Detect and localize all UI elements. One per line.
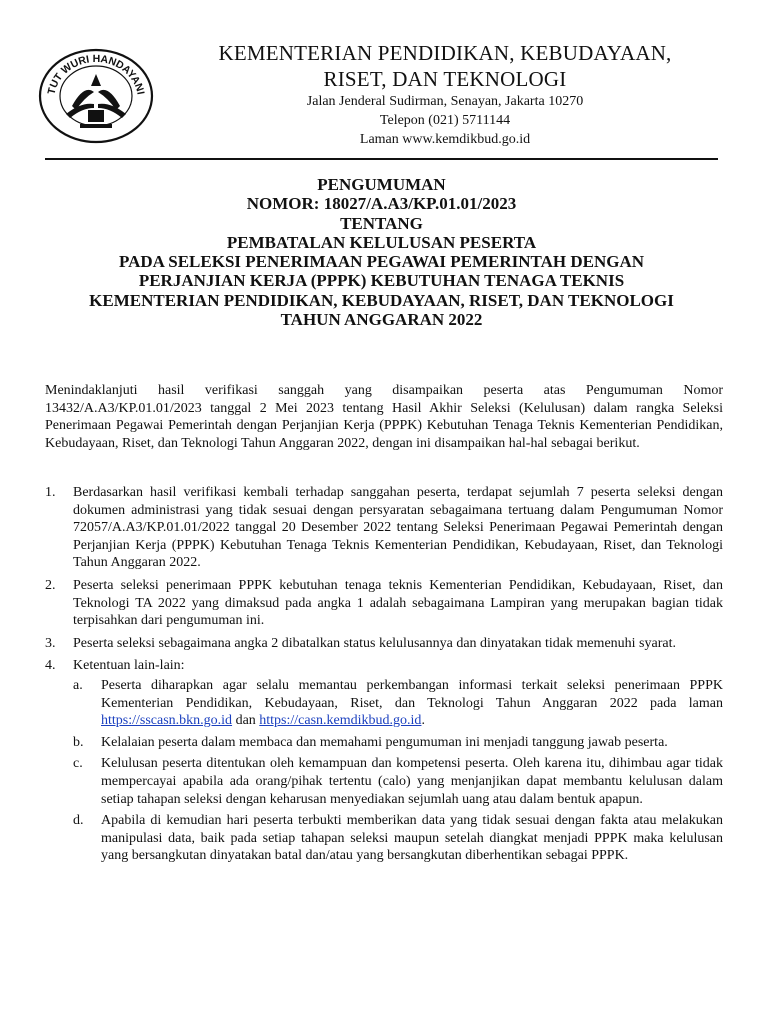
sub-item-letter: b. xyxy=(73,734,84,750)
title-number: NOMOR: 18027/A.A3/KP.01.01/2023 xyxy=(246,194,517,214)
sub-item xyxy=(73,734,723,752)
item-number: 4. xyxy=(45,658,56,674)
sub-item-letter: a. xyxy=(73,677,83,693)
sub-item-text: Peserta diharapkan agar selalu memantau perkembangan informasi terkait seleksi penerimaan PPPK Kementerian Pendidikan, Kebudayaan, Riset, dan Teknologi Tahun Anggaran 2022 pada laman xyxy=(101,677,723,711)
announcement-items xyxy=(45,484,723,870)
item-text: Berdasarkan hasil verifikasi kembali terhadap sanggahan peserta, terdapat sejumlah 7 peserta seleksi dengan dokumen administrasi yang tidak sesuai dengan persyaratan sebagaimana tertuang dalam Pengumuman Nomor 72057/A.A3/KP.01.01/2022 tanggal 20 Desember 2022 tentang Seleksi Penerimaan Pegawai Pemerintah dengan Perjanjian Kerja (PPPK) Kebutuhan Tenaga Teknis Kementerian Pendidikan, Kebudayaan, Riset, dan Teknologi Tahun Anggaran 2022. xyxy=(73,485,723,571)
address-line: Jalan Jenderal Sudirman, Senayan, Jakarta 10270 xyxy=(306,94,584,109)
casn-kemdikbud-link[interactable]: https://casn.kemdikbud.go.id xyxy=(259,713,422,729)
title-line: PERJANJIAN KERJA (PPPK) KEBUTUHAN TENAGA TEKNIS xyxy=(138,271,625,291)
announcement-title xyxy=(45,175,718,329)
sub-item-end: . xyxy=(421,713,425,729)
list-item xyxy=(45,657,723,865)
item-text: Peserta seleksi sebagaimana angka 2 dibatalkan status kelulusannya dan dinyatakan tidak memenuhi syarat. xyxy=(73,635,676,651)
sub-item-letter: d. xyxy=(73,813,84,829)
ministry-name xyxy=(180,40,710,92)
list-item xyxy=(45,635,723,653)
sub-item-text: Apabila di kemudian hari peserta terbukti memberikan data yang tidak sesuai dengan fakta atau melakukan manipulasi data, baik pada setiap tahapan seleksi maupun setelah diangkat menjadi PPPK maka kelulusan yang bersangkutan dinyatakan batal dan/atau yang bersangkutan diberhentikan sebagai PPPK. xyxy=(101,813,723,864)
website-line: Laman www.kemdikbud.go.id xyxy=(359,132,531,147)
sub-item xyxy=(73,812,723,865)
ministry-contact xyxy=(180,92,710,149)
sub-item-text: Kelalaian peserta dalam membaca dan memahami pengumuman ini menjadi tanggung jawab peserta. xyxy=(101,734,668,750)
link-connector: dan xyxy=(232,713,260,729)
title-line: TAHUN ANGGARAN 2022 xyxy=(280,310,483,330)
item-number: 2. xyxy=(45,577,56,593)
ministry-line-2: RISET, DAN TEKNOLOGI xyxy=(323,67,567,91)
title-line: KEMENTERIAN PENDIDIKAN, KEBUDAYAAN, RISET, DAN TEKNOLOGI xyxy=(89,290,674,310)
sub-item-text: Kelulusan peserta ditentukan oleh kemampuan dan kompetensi peserta. Oleh karena itu, dihimbau agar tidak mempercayai apabila ada orang/pihak tertentu (calo) yang menjanjikan dapat membantu kelulusan dalam setiap tahapan seleksi dengan keharusan menyediakan sejumlah uang atau dalam bentuk apapun. xyxy=(101,756,723,807)
sscasn-link[interactable]: https://sscasn.bkn.go.id xyxy=(101,713,233,729)
list-item xyxy=(45,577,723,630)
title-line: PENGUMUMAN xyxy=(317,175,446,194)
ministry-line-1: KEMENTERIAN PENDIDIKAN, KEBUDAYAAN, xyxy=(218,41,672,65)
sub-item-letter: c. xyxy=(73,756,83,772)
item-text: Peserta seleksi penerimaan PPPK kebutuhan tenaga teknis Kementerian Pendidikan, Kebudayaan, Riset, dan Teknologi TA 2022 yang dimaksud pada angka 1 adalah sebagaimana Lampiran yang merupakan bagian tidak terpisahkan dari pengumuman ini. xyxy=(73,577,723,629)
intro-paragraph: Menindaklanjuti hasil verifikasi sanggah yang disampaikan peserta atas Pengumuman Nomor 13432/A.A3/KP.01.01/2023 tanggal 2 Mei 2023 tentang Hasil Akhir Seleksi (Kelulusan) dalam rangka Seleksi Penerimaan Pegawai Pemerintah dengan Perjanjian Kerja (PPPK) Kebutuhan Tenaga Teknis Kementerian Pendidikan, Kebudayaan, Riset, dan Teknologi Tahun Anggaran 2022, dengan ini disampaikan hal-hal sebagai berikut. xyxy=(45,383,723,451)
title-line: PEMBATALAN KELULUSAN PESERTA xyxy=(226,232,537,252)
item-number: 1. xyxy=(45,485,56,500)
title-line: TENTANG xyxy=(340,213,423,233)
item-number: 3. xyxy=(45,635,56,651)
list-item xyxy=(45,484,723,572)
logo-motto: TUT WURI HANDAYANI xyxy=(45,52,147,96)
phone-line: Telepon (021) 5711144 xyxy=(379,113,511,128)
sub-item xyxy=(73,677,723,730)
sub-item xyxy=(73,755,723,808)
item-text: Ketentuan lain-lain: xyxy=(73,658,185,674)
header-divider xyxy=(45,158,718,160)
tut-wuri-handayani-logo xyxy=(36,44,156,144)
other-provisions xyxy=(73,677,723,865)
title-line: PADA SELEKSI PENERIMAAN PEGAWAI PEMERINTAH DENGAN xyxy=(118,252,644,272)
